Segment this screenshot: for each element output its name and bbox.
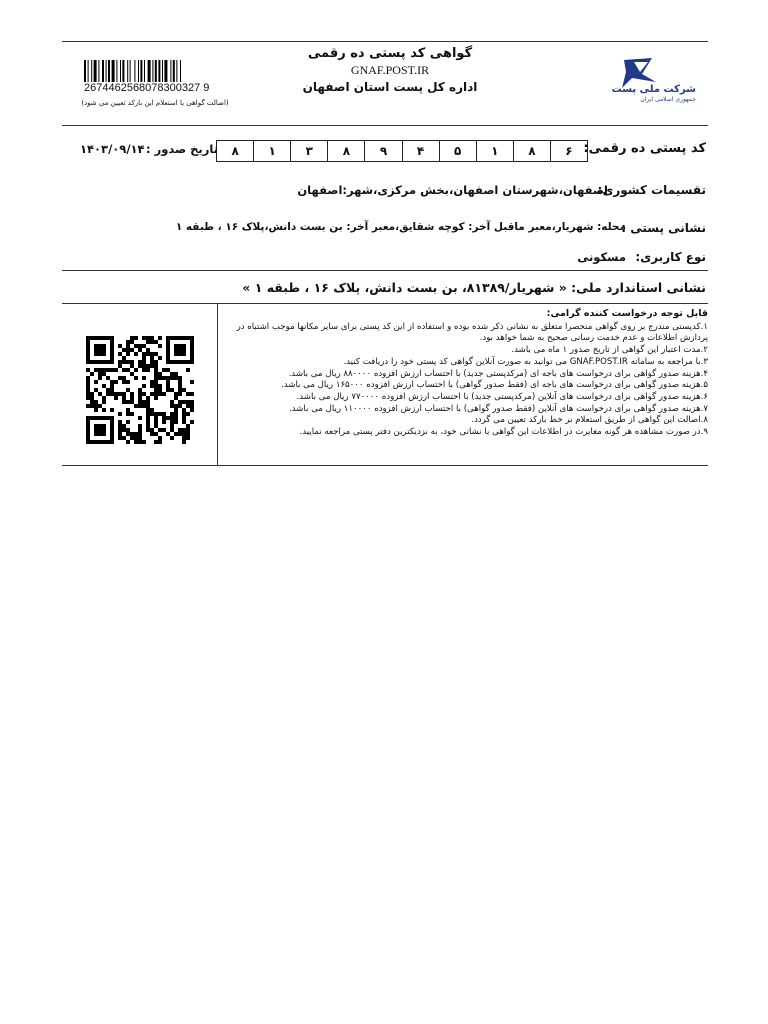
barcode-icon xyxy=(84,60,216,82)
qr-code-icon xyxy=(86,336,194,444)
office-name: اداره کل پست استان اصفهان xyxy=(302,80,478,94)
usage-value: مسکونی xyxy=(577,250,626,264)
notes-heading: قابل توجه درخواست کننده گرامی: xyxy=(546,308,708,319)
digit-box: ۸ xyxy=(231,144,239,158)
barcode xyxy=(84,60,216,82)
note-item: ۹.در صورت مشاهده هر گونه مغایرت در اطلاعات این گواهی با نشانی خود، به نزدیکترین دفتر پستی مراجعه نمایید. xyxy=(299,427,708,438)
note-item: ۵.هزینه صدور گواهی برای درخواست های باجه ای (فقط صدور گواهی) با احتساب ارزش افزوده ۱۶۵۰۰۰ ریال می باشد. xyxy=(281,380,708,391)
note-item: ۷.هزینه صدور گواهی برای درخواست های آنلاین (فقط صدور گواهی) با احتساب ارزش افزوده ۱۱۰۰۰۰ ریال می باشد. xyxy=(288,403,708,414)
digit-box: ۴ xyxy=(402,141,439,161)
notes-panel xyxy=(222,308,708,439)
postal-code-digits xyxy=(216,140,588,162)
logo-text: شرکت ملی پست xyxy=(611,84,696,95)
note-item: ۲.مدت اعتبار این گواهی از تاریخ صدور ۱ ماه می باشد. xyxy=(511,345,708,356)
certificate-title: گواهی کد پستی ده رقمی xyxy=(307,46,473,61)
qr-code xyxy=(86,336,194,444)
barcode-note: (اصالت گواهی با استعلام این بارکد تعیین می شود) xyxy=(81,99,229,107)
divisions-value: اصفهان،شهرستان اصفهان،بخش مرکزی،شهر:اصفهان xyxy=(297,183,608,197)
site-url: GNAF.POST.IR xyxy=(350,63,430,77)
divisions-label: تقسیمات کشوری: xyxy=(597,183,706,197)
logo-subtext: جمهوری اسلامی ایران xyxy=(640,96,696,103)
note-item: ۴.هزینه صدور گواهی برای درخواست های باجه ای (مرکدپستی جدید) با احتساب ارزش افزوده ۸۸۰۰۰۰ ریال می باشد. xyxy=(288,368,708,379)
top-rule xyxy=(62,41,708,42)
note-item: ۸.اصالت این گواهی از طریق استعلام بر خط بارکد تعیین می گردد. xyxy=(471,415,708,426)
address-value: محله: شهریار،معبر ماقبل آخر: کوچه شقایق،معبر آخر: بن بست دانش،پلاک ۱۶ ، طبقه ۱ xyxy=(175,221,626,233)
usage-label: نوع کاربری: xyxy=(635,250,706,264)
digit-box: ۳ xyxy=(290,141,327,161)
digit-box: ۶ xyxy=(550,141,587,161)
digit-box: ۱ xyxy=(253,141,290,161)
standard-top-rule xyxy=(62,270,708,271)
digit-box: ۵ xyxy=(439,141,476,161)
post-logo xyxy=(594,52,704,102)
postal-code-label: کد پستی ده رقمی: xyxy=(583,141,706,156)
digit-box: ۱ xyxy=(476,141,513,161)
note-item: ۶.هزینه صدور گواهی برای درخواست های آنلاین (مرکدپستی جدید) با احتساب ارزش افزوده ۷۷۰۰۰۰ ریال می باشد. xyxy=(296,391,708,402)
address-label: نشانی پستی : xyxy=(621,221,706,235)
standard-address: نشانی استاندارد ملی: « شهریار/۸۱۳۸۹، بن بست دانش، پلاک ۱۶ ، طبقه ۱ » xyxy=(242,280,706,295)
notes-separator xyxy=(217,304,218,465)
barcode-number: 2674462568078300327 9 xyxy=(84,82,210,94)
notes-top-rule xyxy=(62,303,708,304)
digit-box: ۸ xyxy=(513,141,550,161)
note-item: ۱.کدپستی مندرج بر روی گواهی منحصرا متعلق به نشانی ذکر شده بوده و استفاده از این کد پستی برای سایر مکانها موجب اشتباه در پردازش اطلاعات و عدم خدمت رسانی صحیح به شما خواهد بود. xyxy=(236,321,708,344)
digit-box: ۹ xyxy=(364,141,401,161)
issue-date-label: تاریخ صدور : xyxy=(146,142,218,156)
bottom-rule xyxy=(62,465,708,466)
header-rule xyxy=(62,125,708,126)
note-item: ۳.با مراجعه به سامانه GNAF.POST.IR می توانید به صورت آنلاین گواهی کد پستی خود را دریافت کنید. xyxy=(343,356,708,367)
issue-date: ۱۴۰۳/۰۹/۱۴ xyxy=(80,142,145,156)
digit-box: ۸ xyxy=(327,141,364,161)
